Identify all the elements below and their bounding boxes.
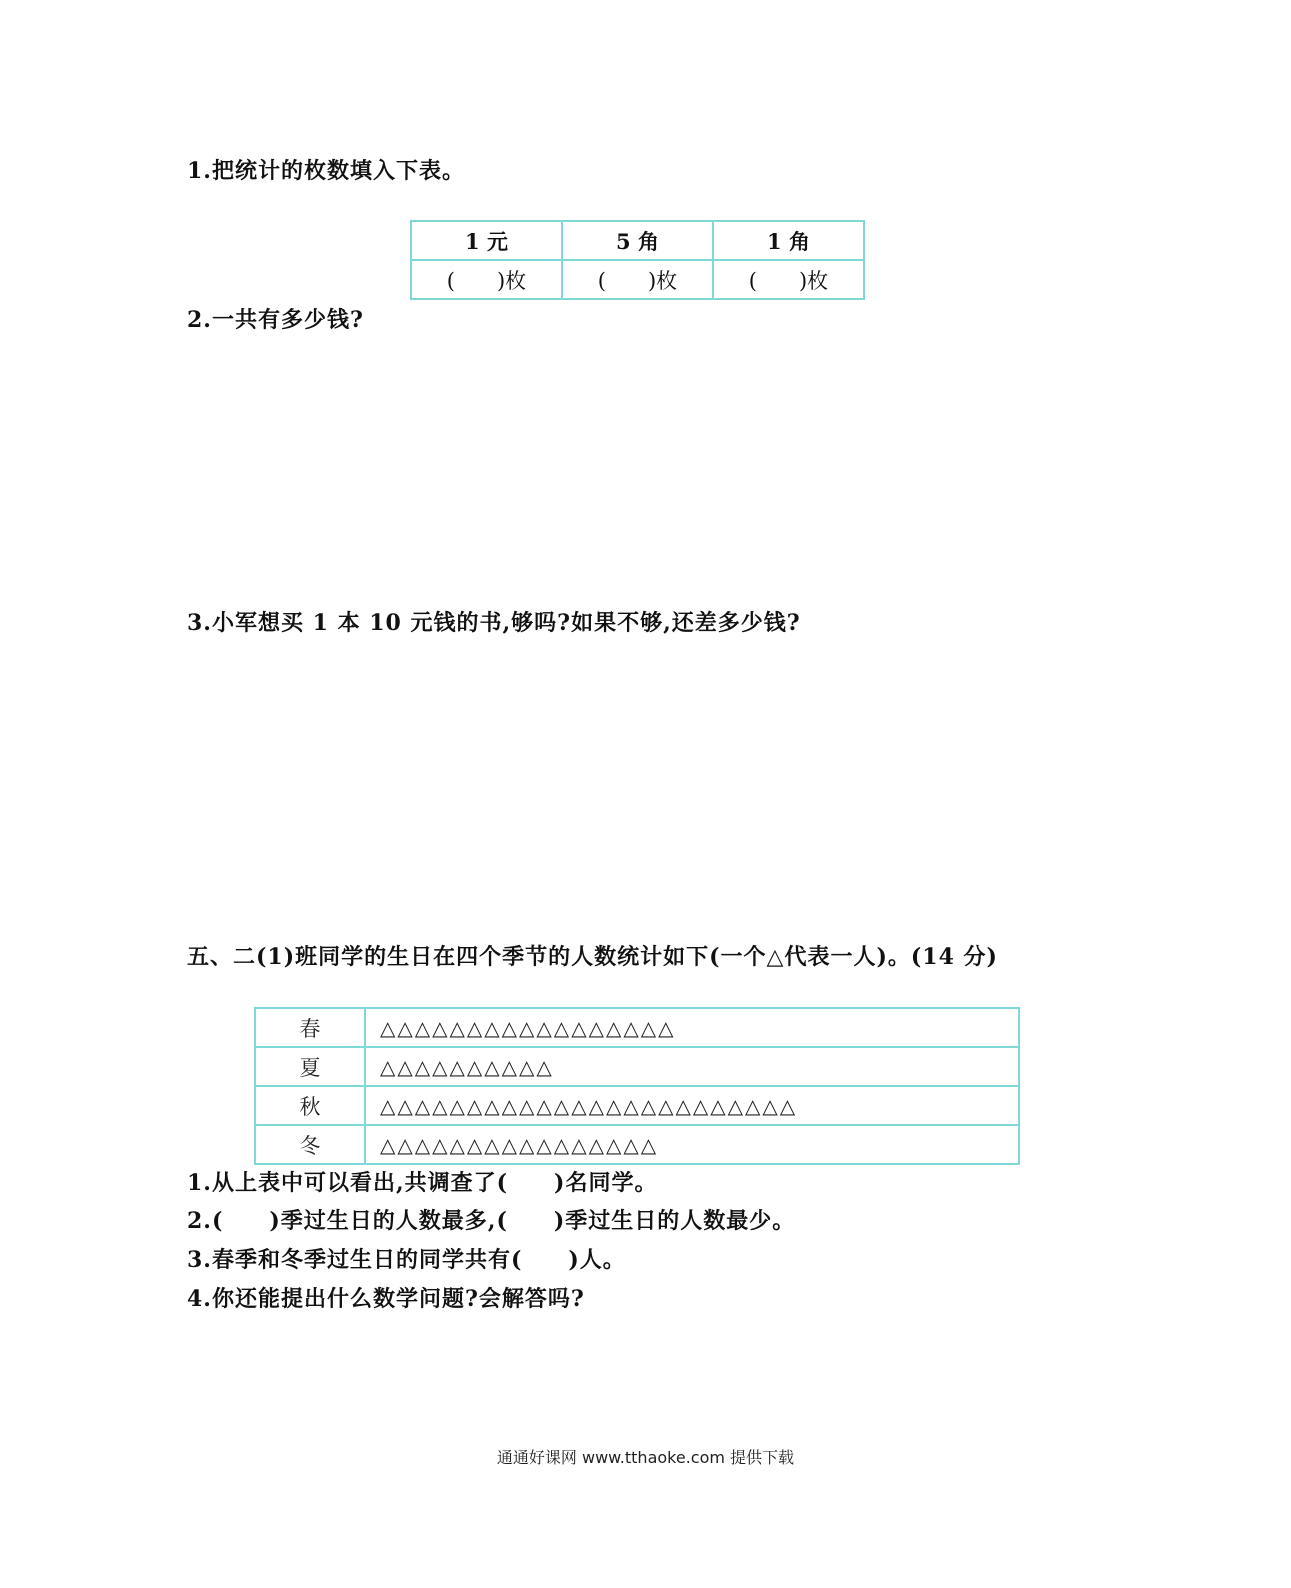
season-row [255,1008,1019,1047]
coin-header-5-jiao: 5 角 [562,221,713,260]
season-name: 秋 [255,1086,365,1125]
question-1: 1.把统计的枚数填入下表。 [187,158,465,184]
question-2: 2.一共有多少钱? [187,307,364,333]
season-name: 冬 [255,1125,365,1164]
season-marks: △△△△△△△△△△△△△△△△△ [365,1008,1019,1047]
question-3: 3.小军想买 1 本 10 元钱的书,够吗?如果不够,还差多少钱? [187,610,801,636]
season-marks: △△△△△△△△△△ [365,1047,1019,1086]
coin-table-header-row [411,221,864,260]
sub-question-2: 2.( )季过生日的人数最多,( )季过生日的人数最少。 [187,1208,796,1234]
sub-question-1: 1.从上表中可以看出,共调查了( )名同学。 [187,1170,658,1196]
coin-header-1-jiao: 1 角 [713,221,864,260]
season-name: 夏 [255,1047,365,1086]
coin-header-1-yuan: 1 元 [411,221,562,260]
section-5-heading: 五、二(1)班同学的生日在四个季节的人数统计如下(一个△代表一人)。(14 分) [187,944,998,970]
season-name: 春 [255,1008,365,1047]
coin-answer-5-jiao[interactable]: ( )枚 [562,260,713,299]
season-marks: △△△△△△△△△△△△△△△△△△△△△△△△ [365,1086,1019,1125]
coin-table-answer-row [411,260,864,299]
coin-answer-1-yuan[interactable]: ( )枚 [411,260,562,299]
season-row [255,1086,1019,1125]
season-marks: △△△△△△△△△△△△△△△△ [365,1125,1019,1164]
coin-count-table [410,220,865,300]
page-footer: 通通好课网 www.tthaoke.com 提供下载 [496,1448,795,1467]
season-row [255,1125,1019,1164]
sub-question-4: 4.你还能提出什么数学问题?会解答吗? [187,1286,585,1312]
season-row [255,1047,1019,1086]
season-birthday-table [254,1007,1020,1165]
coin-answer-1-jiao[interactable]: ( )枚 [713,260,864,299]
sub-question-3: 3.春季和冬季过生日的同学共有( )人。 [187,1247,626,1273]
